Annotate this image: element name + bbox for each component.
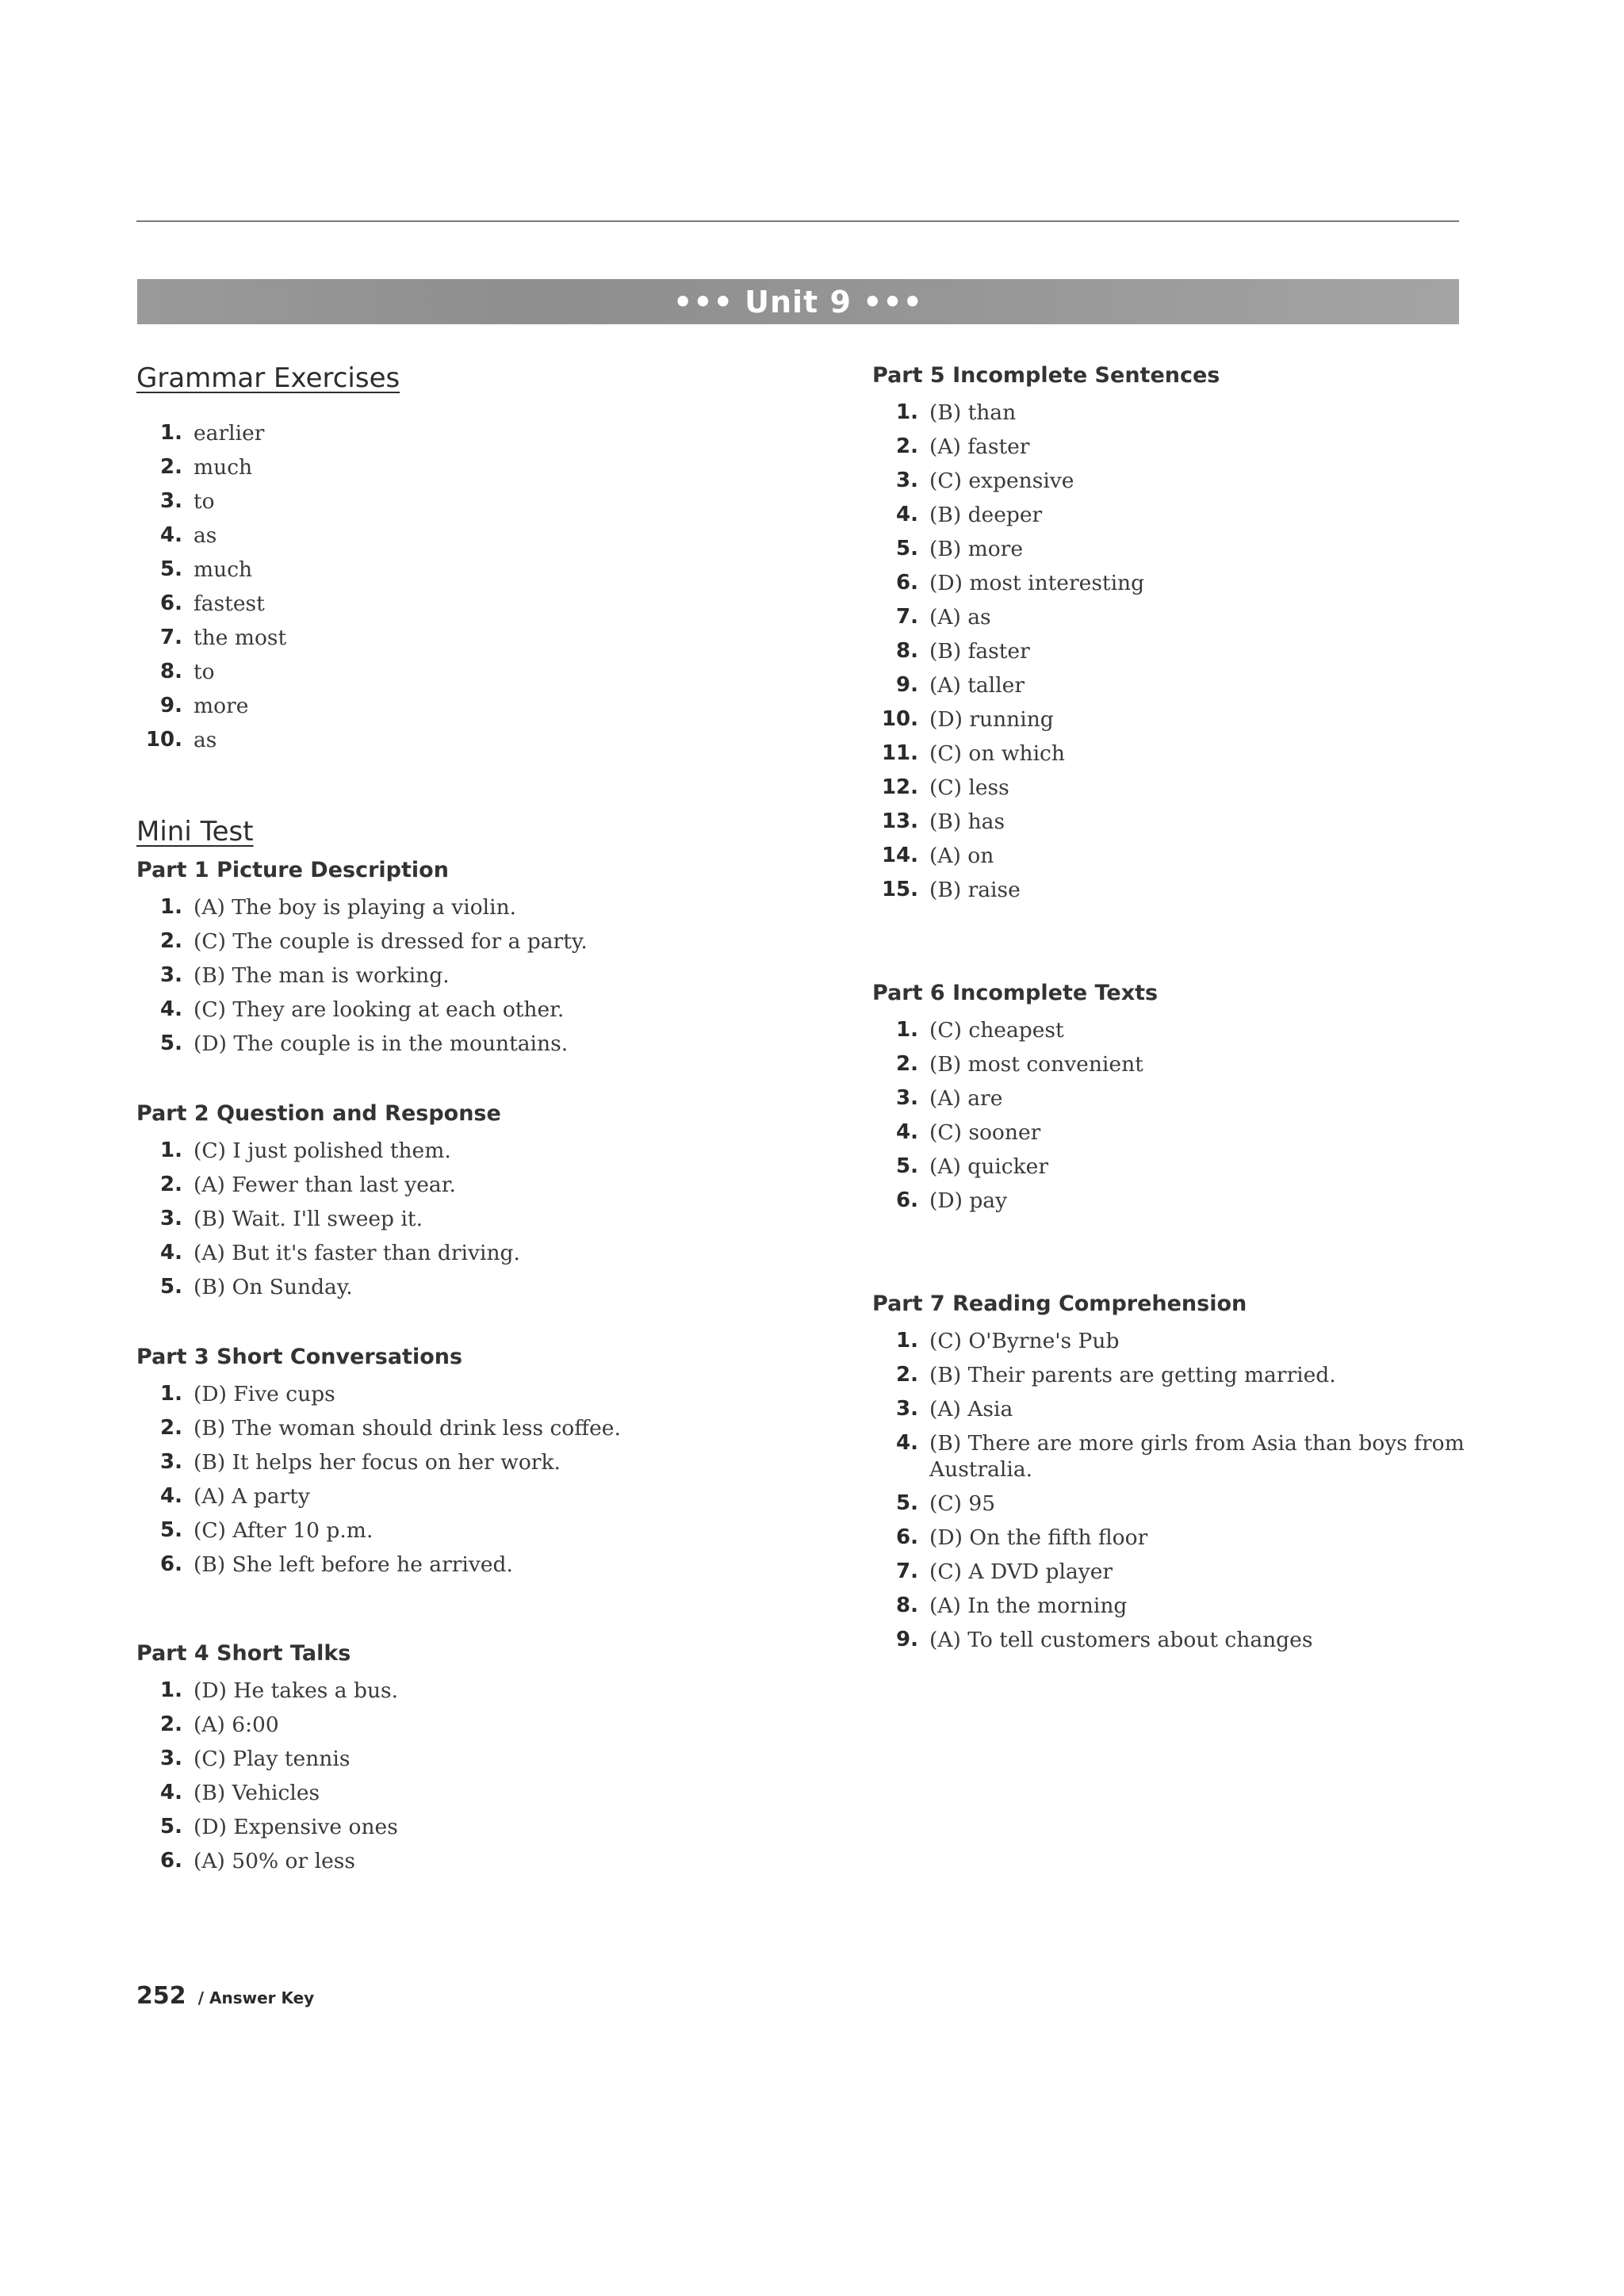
- answer-number: 8.: [896, 1594, 918, 1617]
- part2-title: Part 2 Question and Response: [136, 1101, 501, 1126]
- answer-text: (B) raise: [929, 878, 1021, 902]
- answer-item: [136, 1479, 739, 1513]
- answer-number: 4.: [160, 1241, 182, 1265]
- answer-text: (D) running: [929, 707, 1054, 732]
- answer-item: [872, 600, 1475, 634]
- answer-text: (C) A DVD player: [929, 1559, 1113, 1584]
- answer-item: [136, 519, 739, 553]
- right-column: [872, 361, 1475, 1657]
- mini-test-title: Mini Test: [136, 816, 254, 848]
- answer-number: 4.: [160, 523, 182, 547]
- answer-text: (C) Play tennis: [193, 1747, 350, 1771]
- answer-item: [136, 1776, 739, 1810]
- answer-item: [872, 1623, 1475, 1657]
- answer-text: (B) deeper: [929, 503, 1043, 527]
- answer-number: 3.: [160, 1450, 182, 1474]
- answer-text: (B) Vehicles: [193, 1781, 320, 1805]
- answer-number: 5.: [160, 1275, 182, 1299]
- answer-item: [872, 532, 1475, 566]
- part1-title: Part 1 Picture Description: [136, 858, 449, 882]
- answer-text: (D) Five cups: [193, 1382, 335, 1406]
- answer-number: 8.: [160, 660, 182, 683]
- answer-number: 1.: [896, 1329, 918, 1353]
- answer-number: 3.: [896, 1397, 918, 1421]
- answer-text: (C) The couple is dressed for a party.: [193, 929, 588, 954]
- answer-number: 2.: [160, 1712, 182, 1736]
- answer-item: [136, 1708, 739, 1742]
- answer-item: [136, 1810, 739, 1844]
- answer-item: [872, 1047, 1475, 1081]
- answer-item: [136, 484, 739, 519]
- answer-number: 5.: [896, 1491, 918, 1515]
- answer-text: (A) Asia: [929, 1397, 1013, 1422]
- answer-text: more: [193, 694, 249, 718]
- answer-text: (C) 95: [929, 1491, 996, 1516]
- answer-number: 6.: [896, 1188, 918, 1212]
- answer-number: 5.: [160, 557, 182, 581]
- answer-number: 2.: [160, 1416, 182, 1440]
- answer-number: 3.: [160, 1747, 182, 1770]
- answer-item: [136, 1236, 739, 1270]
- answer-item: [872, 1555, 1475, 1589]
- answer-item: [136, 1445, 739, 1479]
- answer-item: [136, 1377, 739, 1411]
- part6-answer-list: [872, 1013, 1475, 1218]
- page-number: 252: [136, 1982, 186, 2010]
- answer-item: [872, 1426, 1475, 1487]
- part2-answer-list: [136, 1134, 739, 1304]
- answer-text: (B) On Sunday.: [193, 1275, 353, 1299]
- answer-text: (C) cheapest: [929, 1018, 1064, 1043]
- part6-title: Part 6 Incomplete Texts: [872, 981, 1159, 1005]
- answer-number: 2.: [896, 1052, 918, 1076]
- answer-item: [872, 1081, 1475, 1115]
- answer-item: [872, 668, 1475, 702]
- answer-item: [872, 873, 1475, 907]
- left-column: [136, 361, 739, 1878]
- answer-text: (C) I just polished them.: [193, 1138, 451, 1163]
- answer-item: [136, 1202, 739, 1236]
- answer-text: (B) most convenient: [929, 1052, 1143, 1077]
- answer-text: as: [193, 728, 217, 752]
- answer-number: 7.: [896, 605, 918, 629]
- answer-item: [872, 1392, 1475, 1426]
- answer-item: [136, 450, 739, 484]
- answer-text: (A) on: [929, 844, 994, 868]
- answer-number: 3.: [160, 963, 182, 987]
- part7-title: Part 7 Reading Comprehension: [872, 1292, 1247, 1316]
- answer-number: 2.: [160, 1173, 182, 1196]
- answer-number: 6.: [160, 591, 182, 615]
- answer-item: [136, 655, 739, 689]
- answer-number: 9.: [160, 694, 182, 718]
- grammar-exercises-title: Grammar Exercises: [136, 362, 400, 394]
- answer-text: (C) on which: [929, 741, 1065, 766]
- answer-text: much: [193, 455, 253, 480]
- answer-text: (A) are: [929, 1086, 1003, 1111]
- answer-number: 5.: [160, 1031, 182, 1055]
- answer-item: [136, 723, 739, 757]
- grammar-answer-list: [136, 416, 739, 757]
- answer-item: [136, 1674, 739, 1708]
- answer-item: [872, 737, 1475, 771]
- answer-text: to: [193, 660, 215, 684]
- answer-text: (D) On the fifth floor: [929, 1525, 1148, 1550]
- page-footer: [136, 1982, 314, 2010]
- header-rule: [136, 220, 1459, 222]
- answer-text: (A) To tell customers about changes: [929, 1628, 1313, 1652]
- answer-text: (A) 6:00: [193, 1712, 279, 1737]
- part4-title: Part 4 Short Talks: [136, 1641, 351, 1666]
- answer-item: [136, 1168, 739, 1202]
- answer-item: [872, 805, 1475, 839]
- answer-text: (D) Expensive ones: [193, 1815, 398, 1839]
- answer-text: (B) has: [929, 809, 1005, 834]
- answer-text: (A) Fewer than last year.: [193, 1173, 456, 1197]
- answer-number: 1.: [160, 1382, 182, 1406]
- answer-text: (D) pay: [929, 1188, 1008, 1213]
- part1-answer-list: [136, 890, 739, 1061]
- answer-number: 15.: [881, 878, 918, 901]
- answer-item: [136, 993, 739, 1027]
- answer-item: [872, 1358, 1475, 1392]
- answer-number: 5.: [160, 1815, 182, 1839]
- answer-text: as: [193, 523, 217, 548]
- answer-number: 3.: [160, 489, 182, 513]
- answer-number: 1.: [160, 1138, 182, 1162]
- answer-item: [872, 771, 1475, 805]
- answer-number: 10.: [145, 728, 182, 752]
- answer-text: (B) She left before he arrived.: [193, 1552, 513, 1577]
- answer-text: (C) O'Byrne's Pub: [929, 1329, 1120, 1353]
- answer-item: [872, 1150, 1475, 1184]
- answer-item: [136, 416, 739, 450]
- answer-number: 3.: [160, 1207, 182, 1230]
- answer-text: (B) than: [929, 400, 1017, 425]
- part5-title: Part 5 Incomplete Sentences: [872, 363, 1220, 388]
- answer-item: [872, 702, 1475, 737]
- answer-number: 2.: [896, 1363, 918, 1387]
- answer-text: (C) sooner: [929, 1120, 1041, 1145]
- answer-number: 5.: [896, 537, 918, 561]
- unit-title: ••• Unit 9 •••: [673, 284, 923, 320]
- answer-text: (A) A party: [193, 1484, 310, 1509]
- answer-item: [136, 1270, 739, 1304]
- answer-number: 11.: [881, 741, 918, 765]
- answer-text: (B) faster: [929, 639, 1030, 664]
- answer-text: (C) less: [929, 775, 1009, 800]
- answer-number: 6.: [160, 1552, 182, 1576]
- answer-item: [872, 1013, 1475, 1047]
- answer-text: (A) faster: [929, 434, 1030, 459]
- answer-text: (D) He takes a bus.: [193, 1678, 399, 1703]
- answer-item: [872, 1324, 1475, 1358]
- answer-text: (A) But it's faster than driving.: [193, 1241, 520, 1265]
- answer-text: fastest: [193, 591, 265, 616]
- answer-text: (B) Wait. I'll sweep it.: [193, 1207, 423, 1231]
- answer-number: 2.: [160, 455, 182, 479]
- answer-text: much: [193, 557, 253, 582]
- answer-item: [872, 396, 1475, 430]
- answer-item: [872, 566, 1475, 600]
- answer-item: [136, 587, 739, 621]
- answer-item: [136, 890, 739, 924]
- answer-number: 7.: [160, 626, 182, 649]
- answer-number: 9.: [896, 673, 918, 697]
- answer-text: (B) more: [929, 537, 1024, 561]
- answer-number: 4.: [160, 1484, 182, 1508]
- answer-item: [136, 1844, 739, 1878]
- answer-item: [872, 1589, 1475, 1623]
- answer-number: 2.: [896, 434, 918, 458]
- answer-number: 2.: [160, 929, 182, 953]
- answer-item: [872, 1184, 1475, 1218]
- answer-item: [136, 1411, 739, 1445]
- answer-number: 4.: [160, 997, 182, 1021]
- answer-text: (B) The woman should drink less coffee.: [193, 1416, 621, 1441]
- answer-number: 12.: [881, 775, 918, 799]
- answer-text: (A) 50% or less: [193, 1849, 355, 1873]
- answer-number: 1.: [896, 400, 918, 424]
- part3-answer-list: [136, 1377, 739, 1582]
- answer-number: 4.: [896, 1120, 918, 1144]
- answer-number: 6.: [896, 1525, 918, 1549]
- answer-number: 8.: [896, 639, 918, 663]
- answer-text: (C) They are looking at each other.: [193, 997, 565, 1022]
- answer-item: [872, 430, 1475, 464]
- answer-item: [872, 498, 1475, 532]
- answer-item: [136, 553, 739, 587]
- answer-text: (A) taller: [929, 673, 1025, 698]
- answer-number: 1.: [160, 895, 182, 919]
- answer-text: (A) The boy is playing a violin.: [193, 895, 517, 920]
- answer-item: [136, 689, 739, 723]
- answer-text: (A) quicker: [929, 1154, 1048, 1179]
- answer-number: 3.: [896, 469, 918, 492]
- footer-label: / Answer Key: [197, 1988, 315, 2007]
- answer-text: (A) as: [929, 605, 991, 629]
- answer-text: the most: [193, 626, 287, 650]
- answer-number: 4.: [896, 503, 918, 526]
- answer-number: 5.: [896, 1154, 918, 1178]
- answer-text: (C) After 10 p.m.: [193, 1518, 373, 1543]
- answer-number: 6.: [896, 571, 918, 595]
- answer-item: [136, 1548, 739, 1582]
- answer-item: [872, 1521, 1475, 1555]
- answer-number: 4.: [160, 1781, 182, 1804]
- answer-item: [136, 1513, 739, 1548]
- answer-item: [136, 1027, 739, 1061]
- answer-number: 1.: [160, 1678, 182, 1702]
- answer-text: (A) In the morning: [929, 1594, 1128, 1618]
- answer-number: 4.: [896, 1431, 918, 1455]
- answer-number: 1.: [896, 1018, 918, 1042]
- answer-text: (B) The man is working.: [193, 963, 450, 988]
- answer-number: 9.: [896, 1628, 918, 1651]
- answer-item: [872, 839, 1475, 873]
- answer-number: 3.: [896, 1086, 918, 1110]
- answer-number: 7.: [896, 1559, 918, 1583]
- answer-item: [136, 1134, 739, 1168]
- answer-item: [136, 924, 739, 959]
- answer-text: to: [193, 489, 215, 514]
- answer-text: (C) expensive: [929, 469, 1074, 493]
- answer-number: 14.: [881, 844, 918, 867]
- part5-answer-list: [872, 396, 1475, 907]
- answer-text: (D) The couple is in the mountains.: [193, 1031, 569, 1056]
- answer-number: 13.: [881, 809, 918, 833]
- answer-text: (D) most interesting: [929, 571, 1145, 595]
- answer-number: 10.: [881, 707, 918, 731]
- answer-text: (B) Their parents are getting married.: [929, 1363, 1336, 1387]
- answer-text: (B) It helps her focus on her work.: [193, 1450, 561, 1475]
- part4-answer-list: [136, 1674, 739, 1878]
- answer-number: 5.: [160, 1518, 182, 1542]
- answer-item: [872, 1115, 1475, 1150]
- answer-item: [136, 621, 739, 655]
- answer-number: 1.: [160, 421, 182, 445]
- unit-banner: [137, 279, 1459, 324]
- answer-item: [872, 634, 1475, 668]
- answer-item: [136, 1742, 739, 1776]
- answer-text: earlier: [193, 421, 265, 446]
- part7-answer-list: [872, 1324, 1475, 1657]
- answer-item: [872, 464, 1475, 498]
- part3-title: Part 3 Short Conversations: [136, 1345, 463, 1369]
- answer-item: [872, 1487, 1475, 1521]
- answer-text: (B) There are more girls from Asia than boys from Australia.: [929, 1431, 1465, 1482]
- answer-number: 6.: [160, 1849, 182, 1873]
- answer-item: [136, 959, 739, 993]
